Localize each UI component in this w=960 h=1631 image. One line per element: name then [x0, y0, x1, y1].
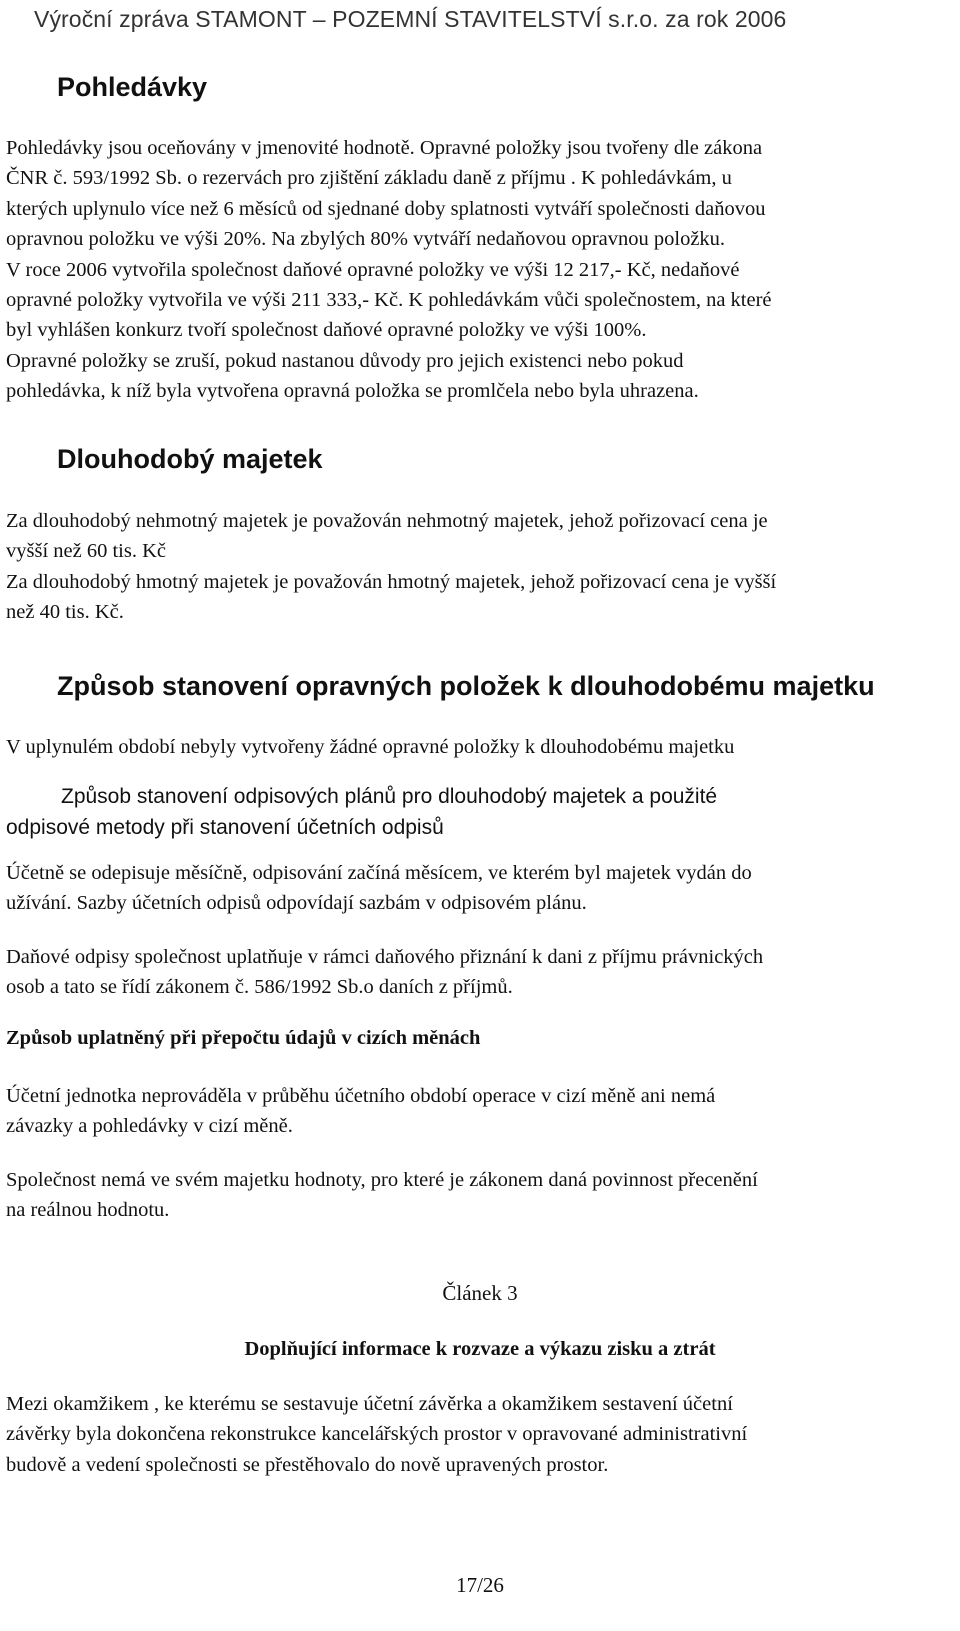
text-line: Účetně se odepisuje měsíčně, odpisování začíná měsícem, ve kterém byl majetek vydán do: [6, 862, 752, 884]
text-line: ČNR č. 593/1992 Sb. o rezervách pro zjištění základu daně z příjmu . K pohledávkám, u: [6, 167, 732, 190]
text-line: závěrky byla dokončena rekonstrukce kancelářských prostor v opravované administrativní: [6, 1423, 748, 1446]
text-line: vyšší než 60 tis. Kč: [6, 540, 166, 563]
text-line: pohledávka, k níž byla vytvořena opravná položka se promlčela nebo byla uhrazena.: [6, 380, 699, 403]
paragraph-cizi-meny: [6, 1081, 954, 1142]
running-header: Výroční zpráva STAMONT – POZEMNÍ STAVITELSTVÍ s.r.o. za rok 2006: [34, 6, 787, 32]
text-line: opravné položky vytvořila ve výši 211 333,- Kč. K pohledávkám vůči společnostem, na které: [6, 289, 772, 312]
text-line: osob a tato se řídí zákonem č. 586/1992 Sb.o daních z příjmů.: [6, 976, 513, 999]
paragraph-danove-odpisy: [6, 942, 954, 1003]
heading-odpisove-plany: [6, 781, 954, 843]
text-line: závazky a pohledávky v cizí měně.: [6, 1115, 293, 1138]
text-line: Společnost nemá ve svém majetku hodnoty, pro které je zákonem daná povinnost přecenění: [6, 1169, 758, 1191]
text-line: Mezi okamžikem , ke kterému se sestavuje účetní závěrka a okamžikem sestavení účetní: [6, 1393, 733, 1415]
heading-dlouhodoby-majetek: Dlouhodobý majetek: [57, 444, 323, 474]
text-line: Za dlouhodobý nehmotný majetek je považován nehmotný majetek, jehož pořizovací cena je: [6, 510, 768, 532]
text-line: opravnou položku ve výši 20%. Na zbylých 80% vytváří nedaňovou opravnou položku.: [6, 228, 726, 251]
text-line: Opravné položky se zruší, pokud nastanou důvody pro jejich existenci nebo pokud: [6, 349, 684, 372]
heading-pohledavky: Pohledávky: [57, 72, 208, 102]
text-line: V uplynulém období nebyly vytvořeny žádné opravné položky k dlouhodobému majetku: [6, 736, 735, 758]
heading-line: Způsob stanovení odpisových plánů pro dlouhodobý majetek a použité: [61, 785, 718, 808]
text-line: budově a vedení společnosti se přestěhovalo do nově upravených prostor.: [6, 1453, 609, 1476]
paragraph-preceneni: [6, 1165, 954, 1226]
paragraph-doplnujici-informace: [6, 1389, 954, 1480]
paragraph-ucetni-odpisy: [6, 858, 954, 919]
heading-opravne-polozky: Způsob stanovení opravných položek k dlouhodobému majetku: [57, 671, 875, 701]
text-line: byl vyhlášen konkurz tvoří společnost daňové opravné položky ve výši 100%.: [6, 319, 647, 342]
text-line: Účetní jednotka neprováděla v průběhu účetního období operace v cizí měně ani nemá: [6, 1085, 716, 1107]
heading-doplnujici-informace: Doplňující informace k rozvaze a výkazu zisku a ztrát: [244, 1338, 716, 1360]
paragraph-opravne-polozky: [6, 732, 954, 762]
heading-line: odpisové metody při stanovení účetních odpisů: [6, 816, 444, 839]
text-line: kterých uplynulo více než 6 měsíců od sjednané doby splatnosti vytváří společnosti daňovou: [6, 197, 766, 220]
text-line: než 40 tis. Kč.: [6, 601, 124, 624]
text-line: V roce 2006 vytvořila společnost daňové opravné položky ve výši 12 217,- Kč, nedaňové: [6, 258, 740, 281]
text-line: Daňové odpisy společnost uplatňuje v rámci daňového přiznání k dani z příjmu právnických: [6, 946, 764, 968]
article-title: Článek 3: [442, 1281, 518, 1305]
heading-cizi-meny: Způsob uplatněný při přepočtu údajů v cizích měnách: [6, 1027, 481, 1049]
text-line: užívání. Sazby účetních odpisů odpovídají sazbám v odpisovém plánu.: [6, 892, 587, 915]
text-line: Za dlouhodobý hmotný majetek je považován hmotný majetek, jehož pořizovací cena je vyšší: [6, 570, 777, 593]
paragraph-dlouhodoby-majetek: [6, 506, 954, 628]
page-number: 17/26: [456, 1573, 504, 1597]
text-line: na reálnou hodnotu.: [6, 1199, 170, 1222]
text-line: Pohledávky jsou oceňovány v jmenovité hodnotě. Opravné položky jsou tvořeny dle zákona: [6, 137, 763, 159]
paragraph-pohledavky: [6, 133, 954, 407]
